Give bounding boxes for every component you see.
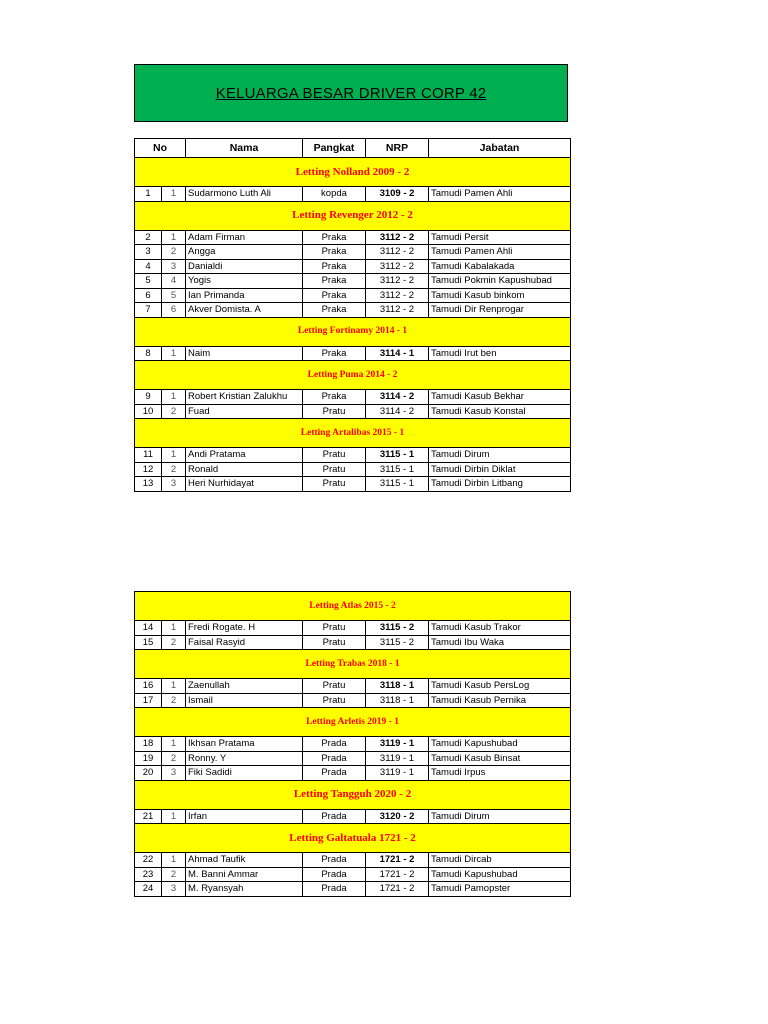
cell-nrp: 3119 - 1 <box>366 737 429 752</box>
cell-pangkat: Prada <box>303 882 366 897</box>
cell-jabatan: Tamudi Dirum <box>429 448 571 463</box>
table-row <box>135 853 571 868</box>
cell-sub-no: 1 <box>162 346 186 361</box>
table-row <box>135 230 571 245</box>
cell-no: 23 <box>135 867 162 882</box>
cell-nama: M. Ryansyah <box>186 882 303 897</box>
cell-sub-no: 1 <box>162 679 186 694</box>
cell-jabatan: Tamudi Pamen Ahli <box>429 245 571 260</box>
table-row <box>135 751 571 766</box>
table-row <box>135 809 571 824</box>
letting-group-header <box>135 824 571 853</box>
letting-label: Letting Puma 2014 - 2 <box>135 361 571 390</box>
cell-nrp: 3118 - 1 <box>366 679 429 694</box>
header-jabatan: Jabatan <box>429 139 571 158</box>
cell-nama: Yogis <box>186 274 303 289</box>
cell-nama: Akver Domista. A <box>186 303 303 318</box>
cell-sub-no: 5 <box>162 288 186 303</box>
letting-group-header <box>135 592 571 621</box>
cell-sub-no: 2 <box>162 867 186 882</box>
table-row <box>135 867 571 882</box>
table-row <box>135 737 571 752</box>
cell-jabatan: Tamudi Kasub PersLog <box>429 679 571 694</box>
cell-pangkat: Praka <box>303 288 366 303</box>
table-body <box>135 592 571 897</box>
header-nrp: NRP <box>366 139 429 158</box>
cell-no: 15 <box>135 635 162 650</box>
cell-no: 4 <box>135 259 162 274</box>
table-row <box>135 477 571 492</box>
letting-group-header <box>135 419 571 448</box>
table-row <box>135 635 571 650</box>
cell-sub-no: 2 <box>162 693 186 708</box>
cell-nama: Irfan <box>186 809 303 824</box>
cell-sub-no: 1 <box>162 737 186 752</box>
cell-no: 16 <box>135 679 162 694</box>
cell-sub-no: 1 <box>162 809 186 824</box>
cell-pangkat: Praka <box>303 230 366 245</box>
letting-label: Letting Fortinamy 2014 - 1 <box>135 317 571 346</box>
cell-no: 5 <box>135 274 162 289</box>
table-row <box>135 259 571 274</box>
cell-nama: M. Banni Ammar <box>186 867 303 882</box>
letting-group-header <box>135 158 571 187</box>
cell-nrp: 3112 - 2 <box>366 303 429 318</box>
cell-pangkat: Prada <box>303 737 366 752</box>
cell-jabatan: Tamudi Dir Renprogar <box>429 303 571 318</box>
cell-no: 9 <box>135 390 162 405</box>
table-row <box>135 404 571 419</box>
cell-no: 13 <box>135 477 162 492</box>
cell-nama: Danialdi <box>186 259 303 274</box>
cell-no: 3 <box>135 245 162 260</box>
letting-label: Letting Galtatuala 1721 - 2 <box>135 824 571 853</box>
cell-pangkat: Prada <box>303 751 366 766</box>
cell-nama: Ahmad Taufik <box>186 853 303 868</box>
cell-nrp: 3115 - 2 <box>366 635 429 650</box>
cell-jabatan: Tamudi Kasub binkom <box>429 288 571 303</box>
cell-jabatan: Tamudi Irpus <box>429 766 571 781</box>
letting-label: Letting Trabas 2018 - 1 <box>135 650 571 679</box>
cell-sub-no: 1 <box>162 187 186 202</box>
cell-jabatan: Tamudi Pamen Ahli <box>429 187 571 202</box>
cell-pangkat: Pratu <box>303 448 366 463</box>
cell-no: 22 <box>135 853 162 868</box>
cell-jabatan: Tamudi Pokmin Kapushubad <box>429 274 571 289</box>
cell-pangkat: Prada <box>303 853 366 868</box>
cell-no: 11 <box>135 448 162 463</box>
table-row <box>135 274 571 289</box>
letting-label: Letting Tangguh 2020 - 2 <box>135 780 571 809</box>
cell-sub-no: 1 <box>162 230 186 245</box>
cell-nama: Robert Kristian Zalukhu <box>186 390 303 405</box>
title-banner <box>134 64 568 122</box>
cell-nama: Fiki Sadidi <box>186 766 303 781</box>
cell-nrp: 1721 - 2 <box>366 867 429 882</box>
cell-no: 6 <box>135 288 162 303</box>
cell-sub-no: 2 <box>162 635 186 650</box>
letting-group-header <box>135 780 571 809</box>
cell-jabatan: Tamudi Persit <box>429 230 571 245</box>
cell-no: 24 <box>135 882 162 897</box>
cell-jabatan: Tamudi Irut ben <box>429 346 571 361</box>
cell-nrp: 3114 - 1 <box>366 346 429 361</box>
cell-nama: Sudarmono Luth Ali <box>186 187 303 202</box>
cell-no: 17 <box>135 693 162 708</box>
cell-no: 7 <box>135 303 162 318</box>
cell-nrp: 3109 - 2 <box>366 187 429 202</box>
cell-nrp: 3114 - 2 <box>366 404 429 419</box>
cell-jabatan: Tamudi Dirbin Diklat <box>429 462 571 477</box>
cell-sub-no: 3 <box>162 882 186 897</box>
cell-pangkat: Pratu <box>303 679 366 694</box>
cell-nrp: 3115 - 1 <box>366 448 429 463</box>
cell-nama: Ikhsan Pratama <box>186 737 303 752</box>
cell-jabatan: Tamudi Kasub Pernika <box>429 693 571 708</box>
table-row <box>135 882 571 897</box>
cell-sub-no: 1 <box>162 448 186 463</box>
cell-no: 14 <box>135 621 162 636</box>
cell-jabatan: Tamudi Pamopster <box>429 882 571 897</box>
cell-pangkat: Pratu <box>303 462 366 477</box>
letting-label: Letting Revenger 2012 - 2 <box>135 201 571 230</box>
cell-nama: Ronny. Y <box>186 751 303 766</box>
header-nama: Nama <box>186 139 303 158</box>
cell-sub-no: 6 <box>162 303 186 318</box>
cell-no: 20 <box>135 766 162 781</box>
cell-jabatan: Tamudi Kasub Binsat <box>429 751 571 766</box>
cell-pangkat: Pratu <box>303 635 366 650</box>
cell-nrp: 3119 - 1 <box>366 766 429 781</box>
table-row <box>135 766 571 781</box>
cell-pangkat: Pratu <box>303 693 366 708</box>
cell-nama: Zaenullah <box>186 679 303 694</box>
cell-pangkat: kopda <box>303 187 366 202</box>
table-row <box>135 693 571 708</box>
header-row <box>135 139 571 158</box>
cell-pangkat: Prada <box>303 867 366 882</box>
cell-jabatan: Tamudi Kapushubad <box>429 737 571 752</box>
letting-group-header <box>135 650 571 679</box>
table-body <box>135 158 571 492</box>
table-row <box>135 462 571 477</box>
cell-pangkat: Pratu <box>303 477 366 492</box>
header-no: No <box>135 139 186 158</box>
cell-nrp: 3119 - 1 <box>366 751 429 766</box>
letting-group-header <box>135 201 571 230</box>
page-title: KELUARGA BESAR DRIVER CORP 42 <box>215 84 487 102</box>
table-row <box>135 303 571 318</box>
cell-nama: Ian Primanda <box>186 288 303 303</box>
cell-jabatan: Tamudi Kapushubad <box>429 867 571 882</box>
cell-pangkat: Prada <box>303 809 366 824</box>
cell-no: 1 <box>135 187 162 202</box>
cell-sub-no: 2 <box>162 245 186 260</box>
table-row <box>135 679 571 694</box>
cell-pangkat: Praka <box>303 390 366 405</box>
cell-sub-no: 1 <box>162 390 186 405</box>
cell-sub-no: 3 <box>162 766 186 781</box>
table-row <box>135 187 571 202</box>
cell-nama: Andi Pratama <box>186 448 303 463</box>
cell-nama: Fredi Rogate. H <box>186 621 303 636</box>
cell-nama: Faisal Rasyid <box>186 635 303 650</box>
header-pangkat: Pangkat <box>303 139 366 158</box>
cell-sub-no: 2 <box>162 404 186 419</box>
cell-jabatan: Tamudi Dirbin Litbang <box>429 477 571 492</box>
letting-label: Letting Artalibas 2015 - 1 <box>135 419 571 448</box>
cell-nrp: 3115 - 1 <box>366 462 429 477</box>
letting-label: Letting Arletis 2019 - 1 <box>135 708 571 737</box>
cell-nrp: 3112 - 2 <box>366 274 429 289</box>
cell-nama: Heri Nurhidayat <box>186 477 303 492</box>
table-row <box>135 346 571 361</box>
table-row <box>135 621 571 636</box>
cell-nama: Ismail <box>186 693 303 708</box>
cell-nrp: 3112 - 2 <box>366 230 429 245</box>
cell-nrp: 1721 - 2 <box>366 882 429 897</box>
cell-pangkat: Praka <box>303 259 366 274</box>
cell-nama: Adam Firman <box>186 230 303 245</box>
cell-pangkat: Praka <box>303 274 366 289</box>
cell-pangkat: Pratu <box>303 404 366 419</box>
cell-sub-no: 2 <box>162 751 186 766</box>
table-row <box>135 245 571 260</box>
cell-sub-no: 3 <box>162 259 186 274</box>
cell-sub-no: 1 <box>162 853 186 868</box>
cell-pangkat: Praka <box>303 303 366 318</box>
table-row <box>135 448 571 463</box>
cell-jabatan: Tamudi Dirum <box>429 809 571 824</box>
cell-sub-no: 1 <box>162 621 186 636</box>
cell-no: 2 <box>135 230 162 245</box>
cell-nrp: 3115 - 2 <box>366 621 429 636</box>
cell-nrp: 3115 - 1 <box>366 477 429 492</box>
cell-nrp: 3112 - 2 <box>366 259 429 274</box>
cell-jabatan: Tamudi Kasub Bekhar <box>429 390 571 405</box>
cell-nrp: 3112 - 2 <box>366 288 429 303</box>
cell-nrp: 3120 - 2 <box>366 809 429 824</box>
cell-no: 12 <box>135 462 162 477</box>
letting-group-header <box>135 361 571 390</box>
cell-sub-no: 4 <box>162 274 186 289</box>
cell-nrp: 3114 - 2 <box>366 390 429 405</box>
cell-sub-no: 3 <box>162 477 186 492</box>
table-row <box>135 390 571 405</box>
cell-pangkat: Praka <box>303 346 366 361</box>
letting-group-header <box>135 317 571 346</box>
cell-no: 19 <box>135 751 162 766</box>
roster-table-1 <box>134 138 571 492</box>
cell-pangkat: Praka <box>303 245 366 260</box>
table-row <box>135 288 571 303</box>
cell-jabatan: Tamudi Dircab <box>429 853 571 868</box>
cell-no: 8 <box>135 346 162 361</box>
cell-jabatan: Tamudi Kasub Konstal <box>429 404 571 419</box>
cell-nama: Angga <box>186 245 303 260</box>
cell-pangkat: Pratu <box>303 621 366 636</box>
cell-sub-no: 2 <box>162 462 186 477</box>
cell-nrp: 3118 - 1 <box>366 693 429 708</box>
cell-nrp: 1721 - 2 <box>366 853 429 868</box>
cell-jabatan: Tamudi Kasub Trakor <box>429 621 571 636</box>
cell-nama: Naim <box>186 346 303 361</box>
letting-label: Letting Atlas 2015 - 2 <box>135 592 571 621</box>
cell-nrp: 3112 - 2 <box>366 245 429 260</box>
cell-jabatan: Tamudi Ibu Waka <box>429 635 571 650</box>
letting-label: Letting Nolland 2009 - 2 <box>135 158 571 187</box>
cell-no: 18 <box>135 737 162 752</box>
roster-table-2 <box>134 591 571 897</box>
cell-no: 21 <box>135 809 162 824</box>
cell-pangkat: Prada <box>303 766 366 781</box>
cell-nama: Fuad <box>186 404 303 419</box>
cell-no: 10 <box>135 404 162 419</box>
cell-nama: Ronald <box>186 462 303 477</box>
letting-group-header <box>135 708 571 737</box>
cell-jabatan: Tamudi Kabalakada <box>429 259 571 274</box>
